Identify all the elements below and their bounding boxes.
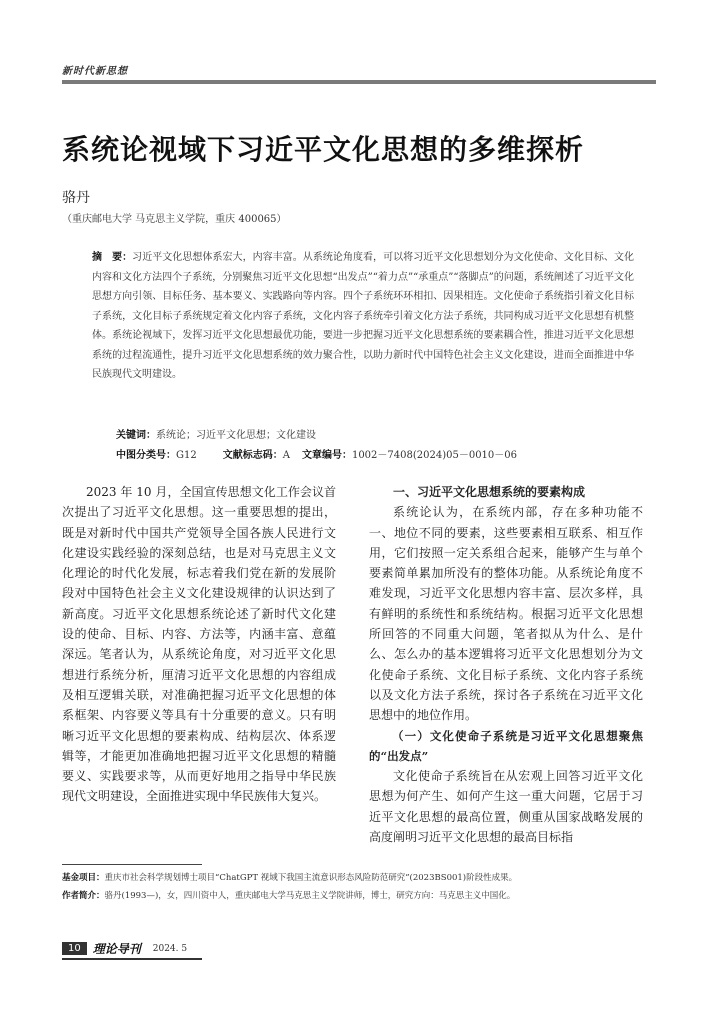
author-bio-text: 骆丹(1993—)，女，四川资中人，重庆邮电大学马克思主义学院讲师，博士，研究方向：马克思主义中国化。 — [104, 891, 516, 901]
article-number-label: 文章编号： — [301, 450, 352, 461]
abstract — [92, 248, 634, 385]
section-heading: 一、习近平文化思想系统的要素构成 — [393, 485, 586, 499]
footnote-rule — [62, 864, 202, 865]
keywords — [116, 426, 316, 441]
fund-text: 重庆市社会科学规划博士项目“ChatGPT 视域下我国主流意识形态风险防范研究”(2023BS001)阶段性成果。 — [104, 873, 518, 883]
doc-code-label: 文献标志码： — [222, 450, 283, 461]
journal-name: 理论导刊 — [92, 942, 141, 956]
article-title: 系统论视域下习近平文化思想的多维探析 — [62, 133, 585, 166]
doc-code-value: A — [282, 450, 290, 461]
fund-label: 基金项目： — [62, 873, 105, 883]
section-paragraph: 系统论认为，在系统内部，存在多种功能不一、地位不同的要素，这些要素相互联系、相互作用，它们按照一定关系组合起来，能够产生与单个要素简单累加所没有的整体功能。从系统论角度不难发现，习近平文化思想内容丰富、层次多样，具有鲜明的系统性和系统结构。根据习近平文化思想所回答的不同重大问题，笔者拟从为什么、是什么、怎么办的基本逻辑将习近平文化思想划分为文化使命子系统、文化目标子系统、文化内容子系统以及文化方法子系统，探讨各子系统在习近平文化思想中的地位作用。 — [369, 505, 643, 723]
abstract-label: 摘 要： — [92, 252, 133, 263]
page-footer — [62, 940, 187, 957]
author-name: 骆丹 — [62, 190, 90, 206]
abstract-text: 习近平文化思想体系宏大，内容丰富。从系统论角度看，可以将习近平文化思想划分为文化使命、文化目标、文化内容和文化方法四个子系统，分别聚焦习近平文化思想“出发点”“着力点”“承重点”“落脚点”的问题，系统阐述了习近平文化思想方向引领、目标任务、基本要义、实践路向等内容。四个子系统环环相扣、因果相连。文化使命子系统指引着文化目标子系统，文化目标子系统规定着文化内容子系统，文化内容子系统牵引着文化方法子系统，共同构成习近平文化思想有机整体。系统论视域下，发挥习近平文化思想最优功能，要进一步把握习近平文化思想系统的要素耦合性，推进习近平文化思想系统的过程流通性，提升习近平文化思想系统的效力聚合性，以助力新时代中国特色社会主义文化建设，进而全面推进中华民族现代文明建设。 — [92, 252, 635, 380]
header-rule — [62, 80, 656, 84]
left-column — [62, 482, 336, 807]
subsection-heading: （一）文化使命子系统是习近平文化思想聚焦的“出发点” — [369, 728, 643, 763]
author-bio-label: 作者简介： — [62, 891, 105, 901]
keywords-label: 关键词： — [116, 430, 156, 441]
author-footnote — [62, 888, 656, 904]
right-column — [369, 482, 643, 847]
running-head: 新时代新思想 — [62, 66, 128, 77]
page-number: 10 — [62, 942, 87, 955]
subsection-paragraph: 文化使命子系统旨在从宏观上回答习近平文化思想为何产生、如何产生这一重大问题，它居于习近平文化思想的最高位置，侧重从国家战略发展的高度阐明习近平文化思想的最高目标指 — [369, 769, 643, 845]
author-affiliation: （重庆邮电大学 马克思主义学院，重庆 400065） — [62, 214, 287, 225]
clc-value: G12 — [176, 450, 197, 461]
intro-paragraph: 2023 年 10 月，全国宣传思想文化工作会议首次提出了习近平文化思想。这一重要思想的提出，既是对新时代中国共产党领导全国各族人民进行文化建设实践经验的深刻总结，也是对马克思主义文化理论的时代化发展，标志着我们党在新的发展阶段对中国特色社会主义文化建设规律的认识达到了新高度。习近平文化思想系统论述了新时代文化建设的使命、目标、内容、方法等，内涵丰富、意蕴深远。笔者认为，从系统论角度，对习近平文化思想进行系统分析，厘清习近平文化思想的内容组成及相互逻辑关联，对准确把握习近平文化思想的体系框架、内容要义等具有十分重要的意义。只有明晰习近平文化思想的要素构成、结构层次、体系逻辑等，才能更加准确地把握习近平文化思想的精髓要义、实践要求等，从而更好地用之指导中华民族现代文明建设，全面推进实现中华民族伟大复兴。 — [62, 485, 336, 804]
journal-issue: 2024. 5 — [152, 943, 188, 954]
classification-line — [116, 446, 517, 461]
keywords-text: 系统论；习近平文化思想；文化建设 — [156, 430, 316, 441]
fund-footnote — [62, 870, 656, 886]
clc-label: 中图分类号： — [116, 450, 176, 461]
footer-rule — [62, 958, 202, 960]
article-number-value: 1002－7408(2024)05－0010－06 — [351, 450, 518, 461]
